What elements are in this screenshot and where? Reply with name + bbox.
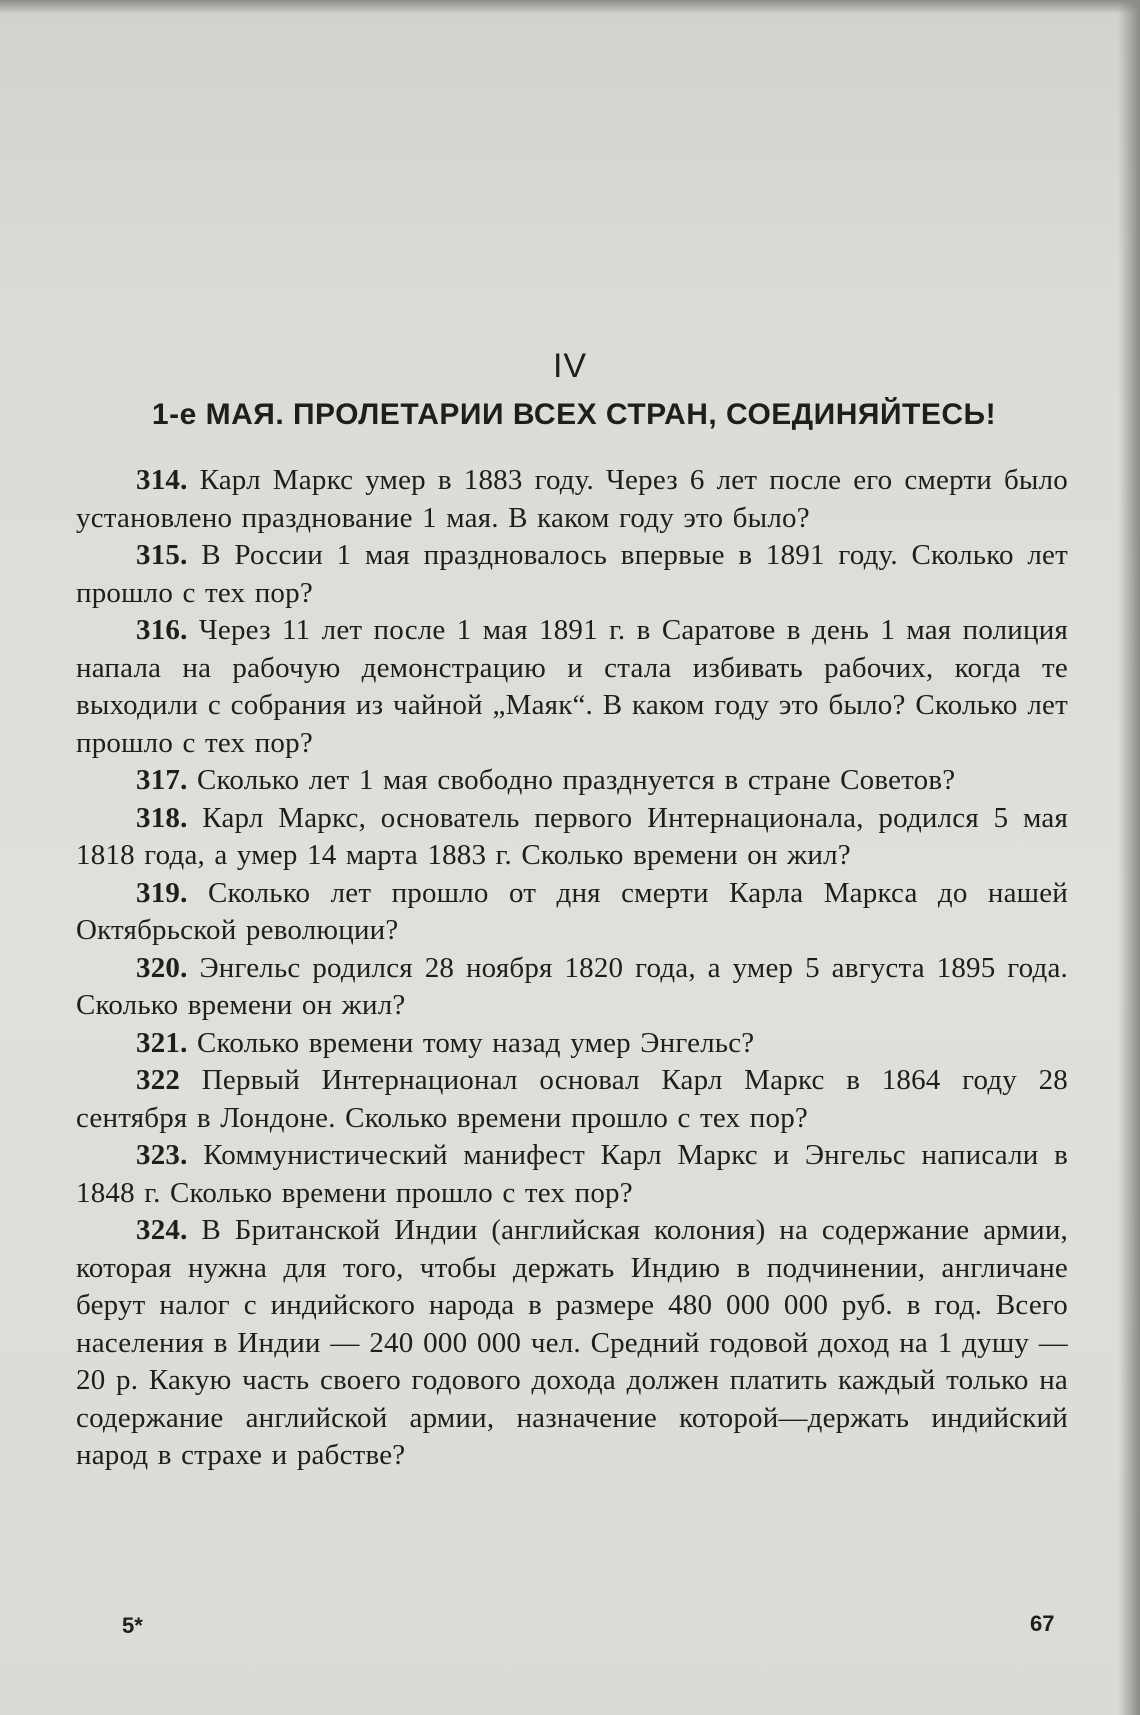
problem-number: 322 [136,1064,181,1096]
problem-319 [76,875,1068,950]
problem-number: 318. [136,801,188,834]
problem-text: Через 11 лет после 1 мая 1891 г. в Саратове в день 1 мая полиция напала на рабочую демонстрацию и стала избивать рабочих, когда те выходили с собрания из чайной „Маяк“. В каком году это было? Сколько лет прошло с тех пор? [76,614,1069,759]
problem-list [76,462,1068,1475]
problem-number: 323. [136,1139,188,1171]
problem-320 [76,950,1068,1025]
problem-317 [76,762,1068,800]
page-number: 67 [1030,1611,1055,1636]
problem-323 [76,1137,1068,1212]
chapter-number: IV [552,347,588,385]
problem-text: Первый Интернационал основал Карл Маркс в 1864 году 28 сентября в Лондоне. Сколько времени прошло с тех пор? [76,1064,1069,1134]
problem-number: 320. [136,951,188,984]
problem-324 [76,1212,1068,1475]
problem-text: В России 1 мая праздновалось впервые в 1891 году. Сколько лет прошло с тех пор? [76,539,1068,609]
problem-322 [76,1062,1068,1137]
problem-314 [76,462,1068,537]
problem-text: Сколько времени тому назад умер Энгельс? [197,1026,755,1059]
problem-321 [76,1025,1068,1063]
problem-number: 314. [136,464,188,496]
problem-text: Карл Маркс, основатель первого Интернационала, родился 5 мая 1818 года, а умер 14 марта 1883 г. Сколько времени он жил? [76,801,1069,871]
chapter-title: 1-е МАЯ. ПРОЛЕТАРИИ ВСЕХ СТРАН, СОЕДИНЯЙТЕСЬ! [151,398,997,431]
problem-text: Сколько лет 1 мая свободно празднуется в стране Советов? [197,764,956,796]
problem-text: Сколько лет прошло от дня смерти Карла Маркса до нашей Октябрьской революции? [76,876,1069,946]
problem-number: 324. [136,1214,188,1246]
problem-text: Коммунистический манифест Карл Маркс и Энгельс написали в 1848 г. Сколько времени прошло с тех пор? [76,1139,1069,1209]
problem-318 [76,800,1068,875]
problem-316 [76,612,1068,762]
problem-number: 321. [136,1026,188,1059]
problem-number: 317. [136,764,188,796]
problem-number: 319. [136,876,188,909]
problem-text: Энгельс родился 28 ноября 1820 года, а умер 5 августа 1895 года. Сколько времени он жил? [76,951,1069,1021]
problem-315 [76,537,1068,612]
problem-text: Карл Маркс умер в 1883 году. Через 6 лет после его смерти было установлено празднование 1 мая. В каком году это было? [76,464,1068,534]
problem-text: В Британской Индии (английская колония) на содержание армии, которая нужна для того, чтобы держать Индию в подчинении, англичане берут налог с индийского народа в размере 480 000 000 руб. в год. Всего населения в Индии — 240 000 000 чел. Средний годовой доход на 1 душу — 20 р. Какую часть своего годового дохода должен платить каждый только на содержание английской армии, назначение которой—держать индийский народ в страхе и рабстве? [76,1214,1068,1471]
signature-mark: 5* [122,1613,143,1638]
problem-number: 315. [136,539,188,571]
problem-number: 316. [136,614,188,646]
